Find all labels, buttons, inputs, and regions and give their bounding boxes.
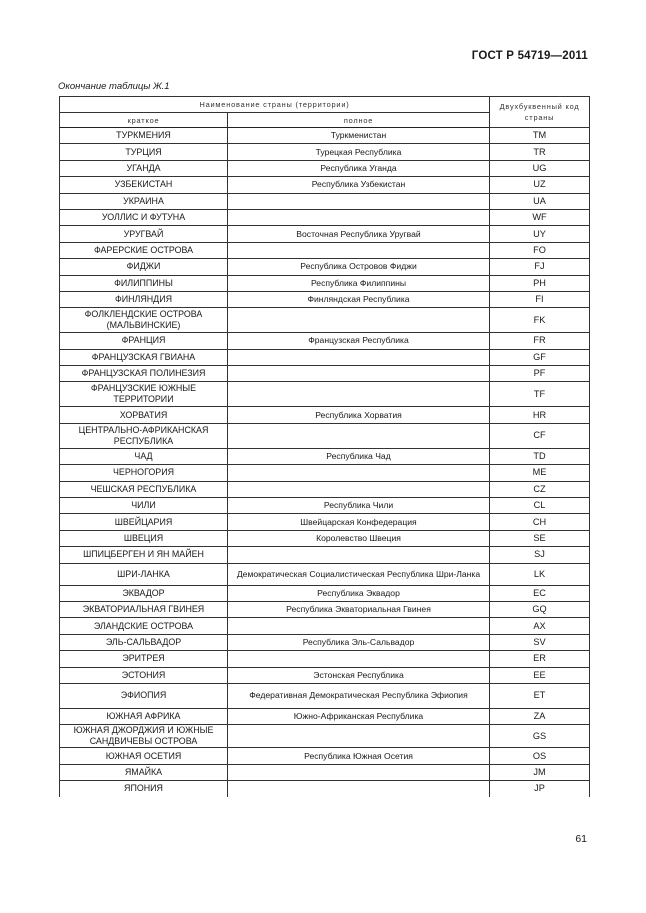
table-row bbox=[60, 308, 590, 333]
country-short-name: ШВЕЙЦАРИЯ bbox=[60, 514, 228, 530]
table-row bbox=[60, 259, 590, 275]
table-row bbox=[60, 530, 590, 546]
short-name-header: краткое bbox=[60, 113, 228, 128]
country-code: AX bbox=[490, 618, 590, 634]
country-full-name bbox=[228, 308, 490, 333]
country-full-name: Республика Филиппины bbox=[228, 275, 490, 291]
country-full-name: Республика Чили bbox=[228, 498, 490, 514]
table-row bbox=[60, 291, 590, 307]
country-code: FJ bbox=[490, 259, 590, 275]
country-full-name: Восточная Республика Уругвай bbox=[228, 226, 490, 242]
country-full-name: Республика Экваториальная Гвинея bbox=[228, 601, 490, 617]
table-row bbox=[60, 144, 590, 160]
country-code: PF bbox=[490, 366, 590, 382]
country-code: ET bbox=[490, 683, 590, 708]
country-full-name: Швейцарская Конфедерация bbox=[228, 514, 490, 530]
country-full-name: Туркменистан bbox=[228, 128, 490, 144]
country-full-name bbox=[228, 725, 490, 748]
table-row bbox=[60, 193, 590, 209]
country-code: UY bbox=[490, 226, 590, 242]
country-code: ZA bbox=[490, 708, 590, 724]
country-full-name bbox=[228, 209, 490, 225]
table-row bbox=[60, 448, 590, 464]
table-row bbox=[60, 563, 590, 585]
table-row bbox=[60, 366, 590, 382]
country-short-name: УЗБЕКИСТАН bbox=[60, 177, 228, 193]
table-row bbox=[60, 275, 590, 291]
country-short-name: ЭЛАНДСКИЕ ОСТРОВА bbox=[60, 618, 228, 634]
page-number: 61 bbox=[575, 833, 587, 845]
country-short-name: ЭФИОПИЯ bbox=[60, 683, 228, 708]
country-full-name: Демократическая Социалистическая Республика Шри-Ланка bbox=[228, 563, 490, 585]
country-code: FK bbox=[490, 308, 590, 333]
country-short-name: ШВЕЦИЯ bbox=[60, 530, 228, 546]
country-code: UA bbox=[490, 193, 590, 209]
country-short-name: ФИДЖИ bbox=[60, 259, 228, 275]
country-full-name bbox=[228, 366, 490, 382]
country-name-group-header: Наименование страны (территории) bbox=[60, 97, 490, 113]
country-full-name bbox=[228, 382, 490, 407]
country-short-name: ТУРЦИЯ bbox=[60, 144, 228, 160]
country-full-name: Финляндская Республика bbox=[228, 291, 490, 307]
table-row bbox=[60, 128, 590, 144]
country-codes-table bbox=[59, 96, 590, 797]
country-code: SE bbox=[490, 530, 590, 546]
country-full-name: Французская Республика bbox=[228, 333, 490, 349]
country-code: TF bbox=[490, 382, 590, 407]
country-short-name: ЭКВАДОР bbox=[60, 585, 228, 601]
country-short-name: ЦЕНТРАЛЬНО-АФРИКАНСКАЯ РЕСПУБЛИКА bbox=[60, 423, 228, 448]
country-full-name bbox=[228, 481, 490, 497]
country-code: JM bbox=[490, 764, 590, 780]
country-code: HR bbox=[490, 407, 590, 423]
country-short-name: ЮЖНАЯ АФРИКА bbox=[60, 708, 228, 724]
country-code: EC bbox=[490, 585, 590, 601]
table-caption: Окончание таблицы Ж.1 bbox=[58, 81, 170, 92]
table-row bbox=[60, 667, 590, 683]
country-short-name: ЭРИТРЕЯ bbox=[60, 651, 228, 667]
country-full-name: Федеративная Демократическая Республика Эфиопия bbox=[228, 683, 490, 708]
table-row bbox=[60, 160, 590, 176]
country-full-name: Республика Узбекистан bbox=[228, 177, 490, 193]
table-row bbox=[60, 708, 590, 724]
table-row bbox=[60, 498, 590, 514]
country-full-name: Республика Островов Фиджи bbox=[228, 259, 490, 275]
country-code: FO bbox=[490, 242, 590, 258]
table-row bbox=[60, 601, 590, 617]
country-full-name bbox=[228, 423, 490, 448]
country-code: FI bbox=[490, 291, 590, 307]
country-code: TR bbox=[490, 144, 590, 160]
country-code: PH bbox=[490, 275, 590, 291]
country-code: UZ bbox=[490, 177, 590, 193]
table-row bbox=[60, 618, 590, 634]
table-body bbox=[60, 128, 590, 797]
country-short-name: ФРАНЦУЗСКИЕ ЮЖНЫЕ ТЕРРИТОРИИ bbox=[60, 382, 228, 407]
country-short-name: УОЛЛИС И ФУТУНА bbox=[60, 209, 228, 225]
country-code: TD bbox=[490, 448, 590, 464]
country-code: TM bbox=[490, 128, 590, 144]
table-row bbox=[60, 349, 590, 365]
country-full-name bbox=[228, 781, 490, 797]
table-row bbox=[60, 333, 590, 349]
country-short-name: ХОРВАТИЯ bbox=[60, 407, 228, 423]
country-short-name: ФОЛКЛЕНДСКИЕ ОСТРОВА (МАЛЬВИНСКИЕ) bbox=[60, 308, 228, 333]
country-full-name bbox=[228, 465, 490, 481]
table-row bbox=[60, 547, 590, 563]
table-row bbox=[60, 748, 590, 764]
table-row bbox=[60, 764, 590, 780]
country-short-name: ФРАНЦУЗСКАЯ ПОЛИНЕЗИЯ bbox=[60, 366, 228, 382]
country-short-name: ЭЛЬ-САЛЬВАДОР bbox=[60, 634, 228, 650]
country-short-name: ЮЖНАЯ ДЖОРДЖИЯ И ЮЖНЫЕ САНДВИЧЕВЫ ОСТРОВА bbox=[60, 725, 228, 748]
country-full-name bbox=[228, 651, 490, 667]
country-short-name: ЭКВАТОРИАЛЬНАЯ ГВИНЕЯ bbox=[60, 601, 228, 617]
country-short-name: УГАНДА bbox=[60, 160, 228, 176]
country-full-name bbox=[228, 349, 490, 365]
country-full-name bbox=[228, 618, 490, 634]
table-row bbox=[60, 382, 590, 407]
country-full-name: Республика Уганда bbox=[228, 160, 490, 176]
country-code: JP bbox=[490, 781, 590, 797]
table-row bbox=[60, 585, 590, 601]
country-short-name: ЧИЛИ bbox=[60, 498, 228, 514]
country-short-name: УРУГВАЙ bbox=[60, 226, 228, 242]
country-code: OS bbox=[490, 748, 590, 764]
country-full-name bbox=[228, 764, 490, 780]
country-short-name: ЭСТОНИЯ bbox=[60, 667, 228, 683]
country-short-name: ЧЕШСКАЯ РЕСПУБЛИКА bbox=[60, 481, 228, 497]
country-full-name bbox=[228, 547, 490, 563]
table-row bbox=[60, 177, 590, 193]
country-full-name bbox=[228, 242, 490, 258]
country-short-name: УКРАИНА bbox=[60, 193, 228, 209]
table-row bbox=[60, 725, 590, 748]
country-short-name: ШПИЦБЕРГЕН И ЯН МАЙЕН bbox=[60, 547, 228, 563]
country-code: GS bbox=[490, 725, 590, 748]
country-full-name: Турецкая Республика bbox=[228, 144, 490, 160]
country-short-name: ЮЖНАЯ ОСЕТИЯ bbox=[60, 748, 228, 764]
country-code: ER bbox=[490, 651, 590, 667]
country-full-name: Республика Южная Осетия bbox=[228, 748, 490, 764]
document-standard-number: ГОСТ Р 54719—2011 bbox=[471, 50, 588, 62]
country-code: GF bbox=[490, 349, 590, 365]
country-code: SJ bbox=[490, 547, 590, 563]
country-code: SV bbox=[490, 634, 590, 650]
country-full-name: Эстонская Республика bbox=[228, 667, 490, 683]
country-short-name: ЧЕРНОГОРИЯ bbox=[60, 465, 228, 481]
table-row bbox=[60, 781, 590, 797]
country-short-name: ШРИ-ЛАНКА bbox=[60, 563, 228, 585]
table-row bbox=[60, 226, 590, 242]
country-full-name: Республика Эквадор bbox=[228, 585, 490, 601]
country-short-name: ФАРЕРСКИЕ ОСТРОВА bbox=[60, 242, 228, 258]
table-row bbox=[60, 683, 590, 708]
table-row bbox=[60, 242, 590, 258]
country-short-name: ФРАНЦУЗСКАЯ ГВИАНА bbox=[60, 349, 228, 365]
country-full-name: Южно-Африканская Республика bbox=[228, 708, 490, 724]
table-row bbox=[60, 514, 590, 530]
table-row bbox=[60, 407, 590, 423]
country-short-name: ТУРКМЕНИЯ bbox=[60, 128, 228, 144]
country-code: EE bbox=[490, 667, 590, 683]
country-short-name: ФРАНЦИЯ bbox=[60, 333, 228, 349]
country-full-name: Республика Чад bbox=[228, 448, 490, 464]
country-full-name: Республика Хорватия bbox=[228, 407, 490, 423]
country-full-name: Республика Эль-Сальвадор bbox=[228, 634, 490, 650]
country-code: GQ bbox=[490, 601, 590, 617]
country-code: CF bbox=[490, 423, 590, 448]
country-code: ME bbox=[490, 465, 590, 481]
table-row bbox=[60, 481, 590, 497]
country-short-name: ФИНЛЯНДИЯ bbox=[60, 291, 228, 307]
country-code: FR bbox=[490, 333, 590, 349]
table-row bbox=[60, 423, 590, 448]
country-code-header: Двухбуквенный код страны bbox=[490, 97, 590, 128]
country-short-name: ЯМАЙКА bbox=[60, 764, 228, 780]
table-row bbox=[60, 209, 590, 225]
country-full-name bbox=[228, 193, 490, 209]
country-short-name: ЧАД bbox=[60, 448, 228, 464]
table-row bbox=[60, 465, 590, 481]
country-code: CZ bbox=[490, 481, 590, 497]
country-short-name: ФИЛИППИНЫ bbox=[60, 275, 228, 291]
country-code: UG bbox=[490, 160, 590, 176]
country-full-name: Королевство Швеция bbox=[228, 530, 490, 546]
country-code: CL bbox=[490, 498, 590, 514]
table-row bbox=[60, 634, 590, 650]
country-code: WF bbox=[490, 209, 590, 225]
country-code: LK bbox=[490, 563, 590, 585]
table-row bbox=[60, 651, 590, 667]
country-code: CH bbox=[490, 514, 590, 530]
full-name-header: полное bbox=[228, 113, 490, 128]
country-short-name: ЯПОНИЯ bbox=[60, 781, 228, 797]
